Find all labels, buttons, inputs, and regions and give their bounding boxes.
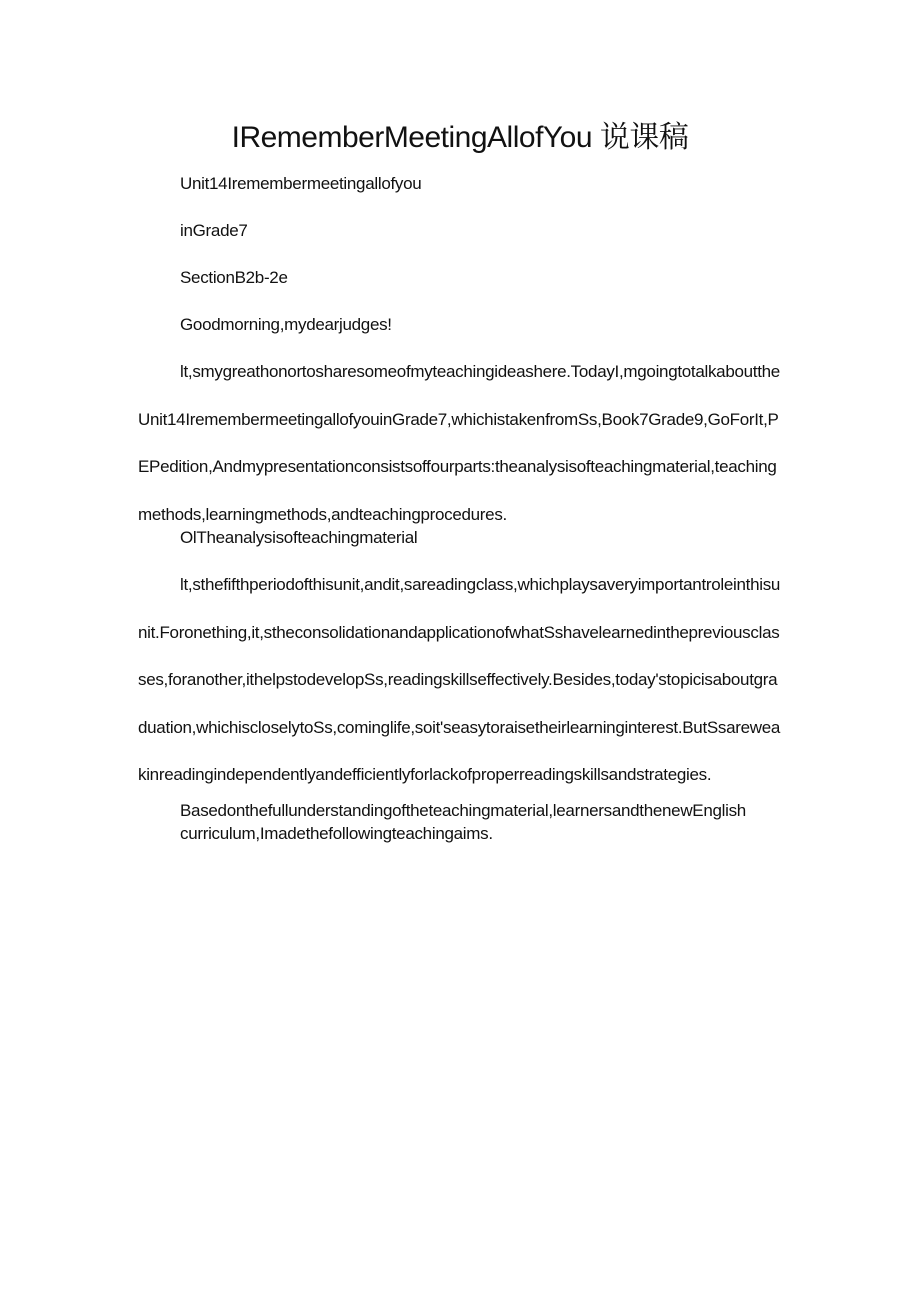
paragraph-introduction: lt,smygreathonortosharesomeofmyteachingideashere.TodayI,mgoingtotalkabouttheUnit14IremembermeetingallofyouinGrade7,whichistakenfromSs,Book7Grade9,GoForIt,PEPedition,Andmypresentationconsistsoffourparts:theanalysisofteachingmaterial,teachingmethods,learningmethods,andteachingprocedures.	[138, 362, 780, 524]
paragraph-aims: curriculum,Imadethefollowingteachingaims.	[180, 824, 493, 843]
paragraph-grade: inGrade7	[180, 221, 248, 240]
document-body	[138, 172, 783, 869]
paragraph-basis: Basedonthefullunderstandingoftheteachingmaterial,learnersandthenewEnglish	[180, 800, 746, 820]
paragraph-heading-analysis: OlTheanalysisofteachingmaterial	[180, 528, 418, 547]
document-title: IRememberMeetingAllofYou 说课稿	[231, 121, 689, 154]
paragraph-greeting: Goodmorning,mydearjudges!	[180, 315, 392, 334]
paragraph-unit-title: Unit14Iremembermeetingallofyou	[180, 174, 422, 193]
paragraph-analysis: lt,sthefifthperiodofthisunit,andit,sareadingclass,whichplaysaveryimportantroleinthisunit.Foronething,it,stheconsolidationandapplicationofwhatSshavelearnedinthepreviousclasses,foranother,ithelpstodevelopSs,readingskillseffectively.Besides,today'stopicisaboutgraduation,whichiscloselytoSs,cominglife,soit'seasytoraisetheirlearninginterest.ButSsareweakinreadingindependentlyandefficientlyforlackofproperreadingskillsandstrategies.	[138, 575, 781, 784]
paragraph-section: SectionB2b-2e	[180, 268, 288, 287]
